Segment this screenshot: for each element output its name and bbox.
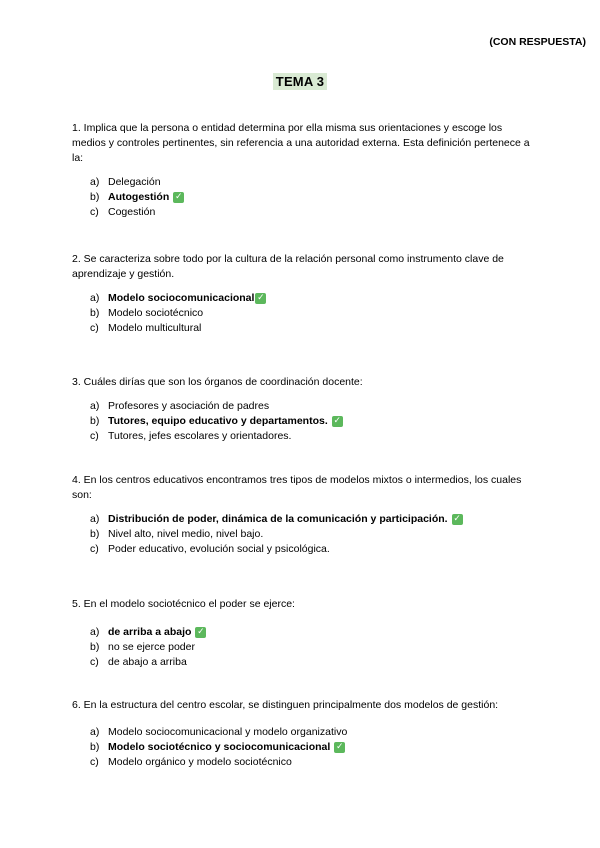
option-letter: b) bbox=[90, 528, 100, 540]
question-text: 1. Implica que la persona o entidad determina por ella misma sus orientaciones y escoge los medios y controles pertinentes, sin referencia a una autoridad externa. Esta definición pertenece a la: bbox=[72, 122, 530, 164]
option-c bbox=[90, 205, 532, 220]
option-text: Modelo multicultural bbox=[108, 322, 202, 334]
option-letter: b) bbox=[90, 641, 100, 653]
option-c bbox=[90, 755, 532, 770]
option-letter: b) bbox=[90, 415, 100, 427]
option-letter: c) bbox=[90, 206, 99, 218]
option-text: de abajo a arriba bbox=[108, 656, 187, 668]
option-a bbox=[90, 512, 532, 527]
option-c bbox=[90, 542, 532, 557]
option-letter: c) bbox=[90, 430, 99, 442]
option-text: Modelo sociotécnico bbox=[108, 307, 204, 319]
option-b bbox=[90, 414, 532, 429]
option-letter: a) bbox=[90, 400, 100, 412]
option-text: Modelo sociocomunicacional y modelo organizativo bbox=[108, 726, 348, 738]
option-b bbox=[90, 527, 532, 542]
question-1 bbox=[72, 121, 532, 220]
option-text-correct: Tutores, equipo educativo y departamentos. bbox=[108, 415, 328, 427]
check-icon: ✓ bbox=[257, 293, 265, 303]
option-b bbox=[90, 740, 532, 755]
option-text: Tutores, jefes escolares y orientadores. bbox=[108, 430, 292, 442]
option-text-correct: Autogestión bbox=[108, 191, 170, 203]
option-letter: c) bbox=[90, 543, 99, 555]
option-text: Modelo orgánico y modelo sociotécnico bbox=[108, 756, 292, 768]
option-letter: c) bbox=[90, 322, 99, 334]
option-c bbox=[90, 321, 532, 336]
option-text-correct: de arriba a abajo bbox=[108, 626, 192, 638]
question-6 bbox=[72, 698, 532, 770]
option-text: Delegación bbox=[108, 176, 161, 188]
option-list bbox=[72, 175, 532, 220]
option-letter: b) bbox=[90, 307, 100, 319]
option-text-correct: Distribución de poder, dinámica de la comunicación y participación. bbox=[108, 513, 448, 525]
check-icon: ✓ bbox=[336, 742, 344, 752]
option-letter: b) bbox=[90, 191, 100, 203]
option-list bbox=[72, 399, 532, 444]
option-a bbox=[90, 291, 532, 306]
option-text: Cogestión bbox=[108, 206, 156, 218]
check-icon: ✓ bbox=[453, 514, 461, 524]
question-5 bbox=[72, 597, 532, 670]
question-text: 5. En el modelo sociotécnico el poder se ejerce: bbox=[72, 598, 295, 610]
page-title: TEMA 3 bbox=[273, 73, 327, 90]
option-a bbox=[90, 625, 532, 640]
option-letter: a) bbox=[90, 292, 100, 304]
option-letter: b) bbox=[90, 741, 100, 753]
option-list bbox=[72, 625, 532, 670]
option-letter: a) bbox=[90, 726, 100, 738]
option-text-correct: Modelo sociocomunicacional bbox=[108, 292, 255, 304]
question-text: 6. En la estructura del centro escolar, se distinguen principalmente dos modelos de gestión: bbox=[72, 699, 499, 711]
option-list bbox=[72, 512, 532, 557]
question-text: 4. En los centros educativos encontramos tres tipos de modelos mixtos o intermedios, los cuales son: bbox=[72, 474, 522, 501]
title-wrap bbox=[0, 73, 600, 91]
option-letter: c) bbox=[90, 656, 99, 668]
option-text: Nivel alto, nivel medio, nivel bajo. bbox=[108, 528, 264, 540]
header-note: (CON RESPUESTA) bbox=[489, 36, 586, 48]
option-c bbox=[90, 655, 532, 670]
question-3 bbox=[72, 375, 532, 444]
option-list bbox=[72, 725, 532, 770]
option-text: Poder educativo, evolución social y psicológica. bbox=[108, 543, 330, 555]
option-c bbox=[90, 429, 532, 444]
option-text: no se ejerce poder bbox=[108, 641, 195, 653]
option-b bbox=[90, 190, 532, 205]
option-letter: a) bbox=[90, 176, 100, 188]
option-text-correct: Modelo sociotécnico y sociocomunicacional bbox=[108, 741, 331, 753]
option-b bbox=[90, 306, 532, 321]
check-icon: ✓ bbox=[197, 627, 205, 637]
question-text: 2. Se caracteriza sobre todo por la cultura de la relación personal como instrumento clave de aprendizaje y gestión. bbox=[72, 253, 504, 280]
option-a bbox=[90, 399, 532, 414]
check-icon: ✓ bbox=[174, 192, 183, 202]
option-a bbox=[90, 175, 532, 190]
option-a bbox=[90, 725, 532, 740]
question-4 bbox=[72, 473, 532, 557]
option-b bbox=[90, 640, 532, 655]
question-text: 3. Cuáles dirías que son los órganos de coordinación docente: bbox=[72, 376, 363, 388]
option-letter: a) bbox=[90, 626, 100, 638]
option-letter: a) bbox=[90, 513, 100, 525]
question-2 bbox=[72, 252, 532, 336]
option-letter: c) bbox=[90, 756, 99, 768]
option-text: Profesores y asociación de padres bbox=[108, 400, 270, 412]
option-list bbox=[72, 291, 532, 336]
check-icon: ✓ bbox=[333, 416, 342, 426]
